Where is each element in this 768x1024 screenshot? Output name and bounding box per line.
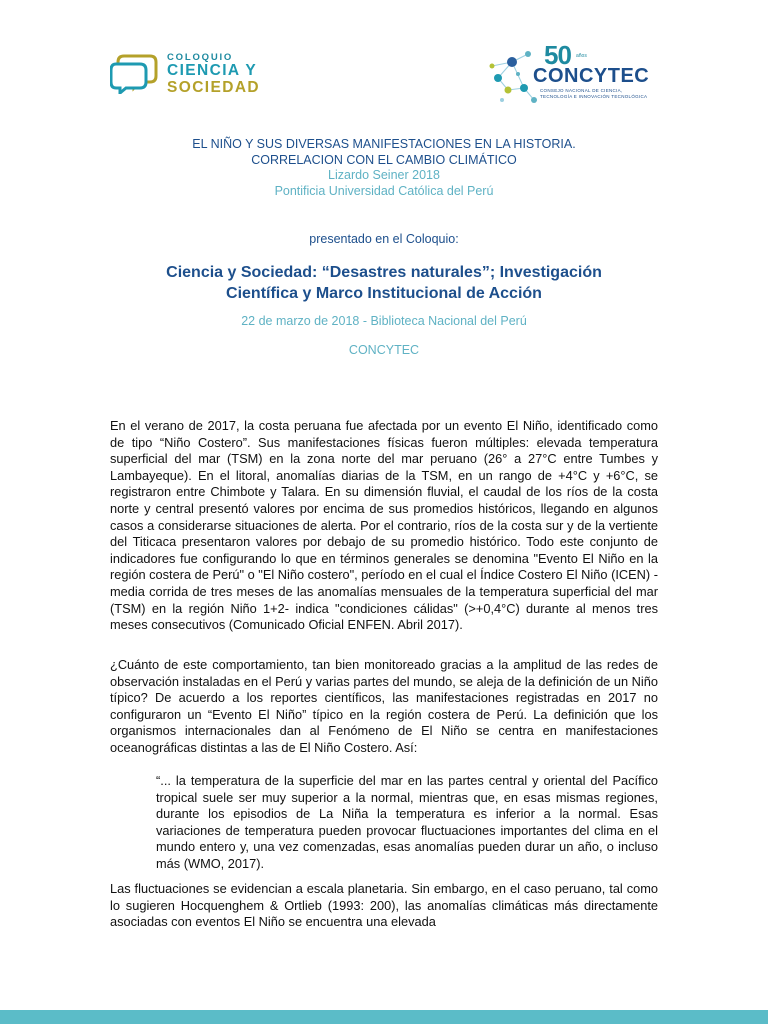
author: Lizardo Seiner 2018 xyxy=(328,168,440,182)
logo-ciencia-text: CIENCIA Y xyxy=(167,62,258,79)
concytec-subtitle-2: TECNOLOGÍA E INNOVACIÓN TECNOLÓGICA xyxy=(540,94,648,99)
coloquio-logo xyxy=(110,50,280,100)
event-title-line2: Científica y Marco Institucional de Acción xyxy=(226,285,542,302)
document-header xyxy=(0,137,768,199)
concytec-logo xyxy=(488,40,658,108)
block-quote-text: “... la temperatura de la superficie del mar en las partes central y oriental del Pacífico tropical suele ser muy superior a la normal, mientras que, en esas mismas regiones, durante los episodios de La Niña la temperatura es inferior a la normal. Esas variaciones de temperatura pueden provocar fluctuaciones importantes del clima en el mundo entero y, una vez comenzadas, esas anomalías pueden durar un año, o incluso más (WMO, 2017). xyxy=(156,773,658,871)
date-place: 22 de marzo de 2018 - Biblioteca Nacional del Perú xyxy=(241,314,527,328)
event-title-line1: Ciencia y Sociedad: “Desastres naturales”; Investigación xyxy=(166,264,602,281)
anniversary-number: 50 xyxy=(544,40,571,70)
logo-coloquio-text: COLOQUIO xyxy=(167,52,234,63)
concytec-subtitle-1: CONSEJO NACIONAL DE CIENCIA, xyxy=(540,88,623,93)
presented-label: presentado en el Coloquio: xyxy=(309,232,459,246)
speech-bubbles-icon xyxy=(110,50,162,94)
paragraph-2 xyxy=(110,657,658,757)
paragraph-1 xyxy=(110,418,658,634)
logo-sociedad-text: SOCIEDAD xyxy=(167,79,261,96)
event-title xyxy=(0,262,768,304)
paragraph-1-text: En el verano de 2017, la costa peruana fue afectada por un evento El Niño, identificado como de tipo “Niño Costero”. Sus manifestaciones físicas fueron múltiples: elevada temperatura superficial del mar (TSM) en la zona norte del mar peruano (26° a 27°C entre Tumbes y Lambayeque). En el litoral, anomalías diarias de la TSM, en un rango de +4°C y +6°C, se registraron entre Chimbote y Talara. En su dimensión fluvial, el caudal de los ríos de la costa norte y central presentó valores por encima de sus promedios históricos, llegando en algunos casos a considerarse situaciones de alerta. Por el contrario, ríos de la costa sur y de la vertiente del Titicaca presentaron valores por debajo de su promedio histórico. Todo este conjunto de indicadores fue configurando lo que en términos generales se denomina "Evento El Niño en la región costera de Perú" o "El Niño costero", período en el cual el Índice Costero El Niño (ICEN) -media corrida de tres meses de las anomalías mensuales de la temperatura superficial del mar (TSM) en la región Niño 1+2- indica "condiciones cálidas" (>+0,4°C) durante al menos tres meses consecutivos (Comunicado Oficial ENFEN. Abril 2017). xyxy=(110,418,658,633)
paragraph-3 xyxy=(110,881,658,931)
header-title-line1: EL NIÑO Y SUS DIVERSAS MANIFESTACIONES EN LA HISTORIA. xyxy=(192,137,576,151)
organizer: CONCYTEC xyxy=(348,343,420,357)
institution: Pontificia Universidad Católica del Perú xyxy=(274,183,494,198)
block-quote xyxy=(156,773,658,873)
paragraph-3-text: Las fluctuaciones se evidencian a escala planetaria. Sin embargo, en el caso peruano, tal como lo sugieren Hocquenghem & Ortlieb (1993: 200), las anomalías climáticas más directamente asociadas con eventos El Niño se encuentra una elevada xyxy=(110,881,658,930)
paragraph-2-text: ¿Cuánto de este comportamiento, tan bien monitoreado gracias a la amplitud de las redes de observación instaladas en el Perú y varias partes del mundo, se aleja de la definición de un Niño típico? De acuerdo a los reportes científicos, las manifestaciones registradas en 2017 no configuraron un “Evento El Niño” típico en la región costera de Perú. La definición que los organismos internacionales dan al Fenómeno de El Niño se centra en manifestaciones oceanográficas distintas a las de El Niño Costero. Así: xyxy=(110,657,658,755)
header-title-line2: CORRELACION CON EL CAMBIO CLIMÁTICO xyxy=(251,152,517,167)
footer-bar xyxy=(0,1010,768,1024)
anniversary-years: años xyxy=(576,53,587,59)
concytec-brand: CONCYTEC xyxy=(533,65,650,87)
